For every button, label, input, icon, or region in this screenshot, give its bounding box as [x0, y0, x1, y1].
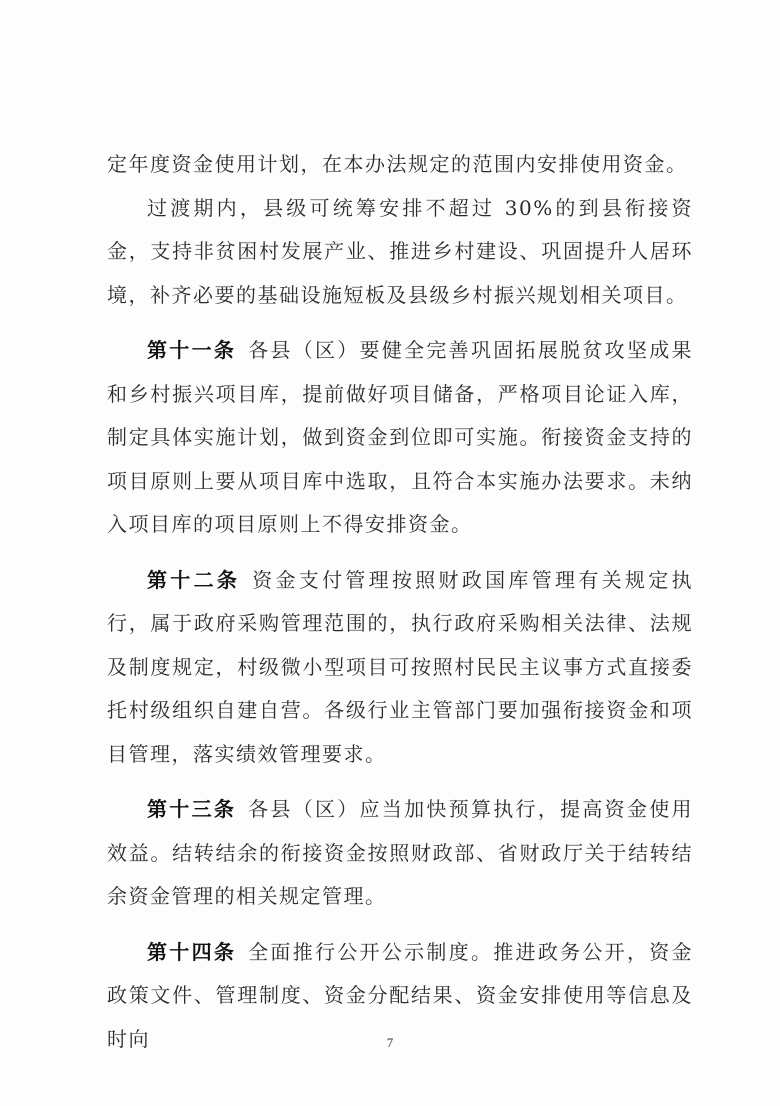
paragraph-text: 定年度资金使用计划，在本办法规定的范围内安排使用资金。 [107, 152, 688, 176]
article-heading: 第十一条 [147, 338, 237, 362]
article-heading: 第十二条 [147, 567, 241, 592]
paragraph-text: 资金支付管理按照财政国库管理有关规定执行，属于政府采购管理范围的，执行政府采购相关法律、法规及制度规定，村级微小型项目可按照村民民主议事方式直接委托村级组织自建自营。各级行业主管部门要加强衔接资金和项目管理，落实绩效管理要求。 [107, 567, 694, 766]
article-12 [107, 559, 693, 777]
article-11 [107, 329, 693, 547]
paragraph-continuation [107, 143, 693, 187]
paragraph-text: 全面推行公开公示制度。推进政务公开，资金政策文件、管理制度、资金分配结果、资金安排使用等信息及时向 [107, 939, 694, 1051]
article-heading: 第十四条 [147, 939, 237, 964]
article-heading: 第十三条 [147, 797, 237, 821]
paragraph-text: 过渡期内，县级可统筹安排不超过 30%的到县衔接资金，支持非贫困村发展产业、推进乡村建设、巩固提升人居环境，补齐必要的基础设施短板及县级乡村振兴规划相关项目。 [107, 195, 693, 307]
paragraph-text: 各县（区）应当加快预算执行，提高资金使用效益。结转结余的衔接资金按照财政部、省财政厅关于结转结余资金管理的相关规定管理。 [107, 797, 694, 908]
paragraph-transition-period [107, 187, 693, 318]
paragraph-text: 各县（区）要健全完善巩固拓展脱贫攻坚成果和乡村振兴项目库，提前做好项目储备，严格项目论证入库，制定具体实施计划，做到资金到位即可实施。衔接资金支持的项目原则上要从项目库中选取，且符合本实施办法要求。未纳入项目库的项目原则上不得安排资金。 [107, 338, 694, 536]
body-text [107, 143, 693, 1061]
page-number: 7 [386, 1035, 394, 1050]
article-13 [107, 788, 693, 919]
